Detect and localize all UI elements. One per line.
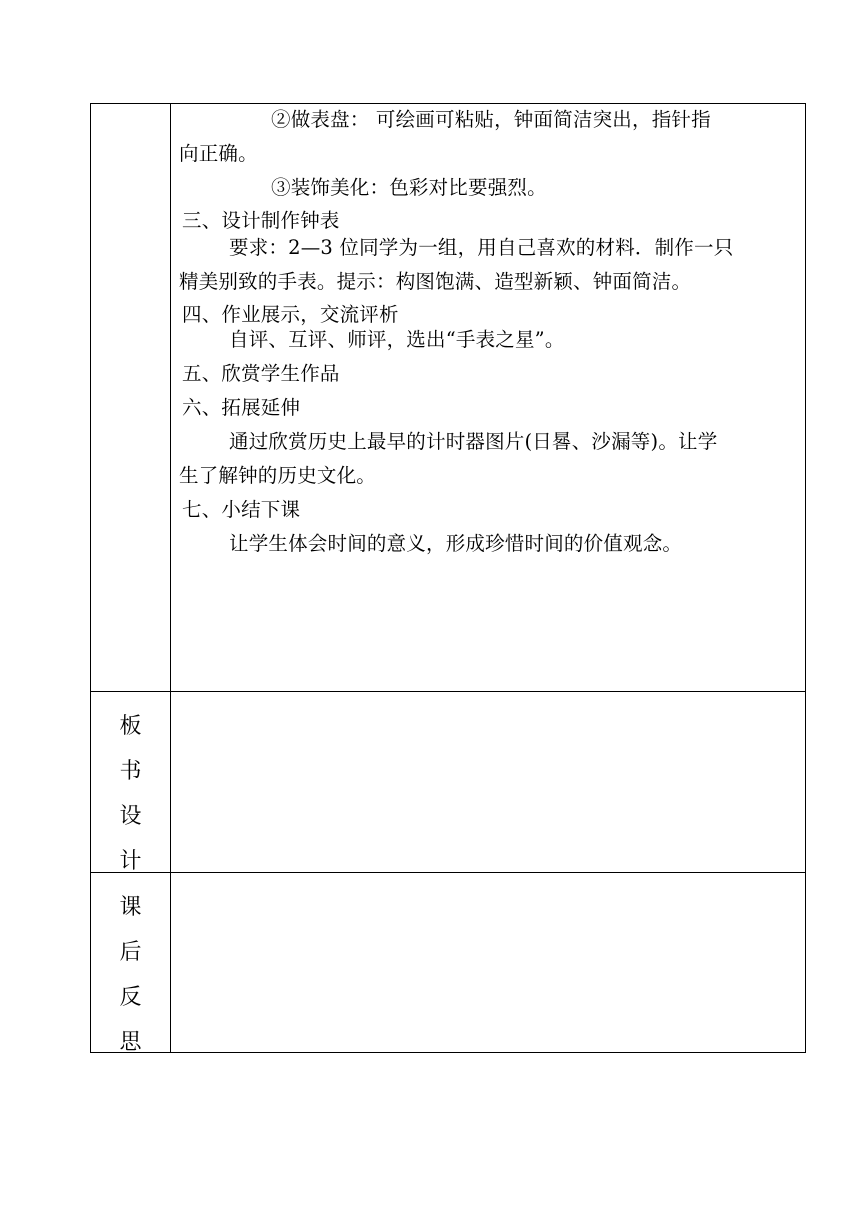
reflection-row (91, 872, 805, 1055)
reflection-content (171, 873, 805, 1052)
board-design-row (91, 691, 805, 872)
section-7-body: 让学生体会时间的意义，形成珍惜时间的价值观念。 (229, 532, 683, 555)
section-3-requirement-cont: 精美别致的手表。提示：构图饱满、造型新颖、钟面简洁。 (179, 270, 692, 293)
lesson-plan-table (90, 103, 806, 1053)
section-5-heading: 五、欣赏学生作品 (182, 362, 340, 385)
section-6-heading: 六、拓展延伸 (182, 396, 301, 419)
board-design-char: 设 (119, 804, 142, 829)
reflection-label (91, 873, 171, 1055)
section-3-requirement: 要求：2—3 位同学为一组，用自己喜欢的材料．制作一只 (229, 236, 734, 259)
step-decorate: ③装饰美化：色彩对比要强烈。 (271, 176, 547, 199)
teaching-process-content (171, 104, 805, 691)
board-design-char: 板 (119, 714, 142, 739)
reflection-char: 课 (119, 895, 142, 920)
step-make-dial-cont: 向正确。 (179, 142, 258, 165)
teaching-process-row (91, 104, 805, 691)
teaching-process-label-cell (91, 104, 171, 691)
step-make-dial: ②做表盘： 可绘画可粘贴，钟面简洁突出，指针指 (271, 108, 711, 131)
section-6-body-cont: 生了解钟的历史文化。 (179, 464, 377, 487)
section-4-body: 自评、互评、师评，选出“手表之星”。 (229, 328, 565, 351)
board-design-char: 书 (119, 759, 142, 784)
board-design-char: 计 (119, 849, 142, 874)
reflection-char: 思 (119, 1030, 142, 1055)
reflection-char: 后 (119, 940, 142, 965)
section-3-heading: 三、设计制作钟表 (182, 209, 340, 232)
section-7-heading: 七、小结下课 (182, 498, 301, 521)
section-4-heading: 四、作业展示，交流评析 (182, 303, 399, 326)
reflection-char: 反 (119, 985, 142, 1010)
board-design-label (91, 692, 171, 872)
board-design-content (171, 692, 805, 872)
section-6-body: 通过欣赏历史上最早的计时器图片(日晷、沙漏等)。让学 (229, 430, 718, 453)
